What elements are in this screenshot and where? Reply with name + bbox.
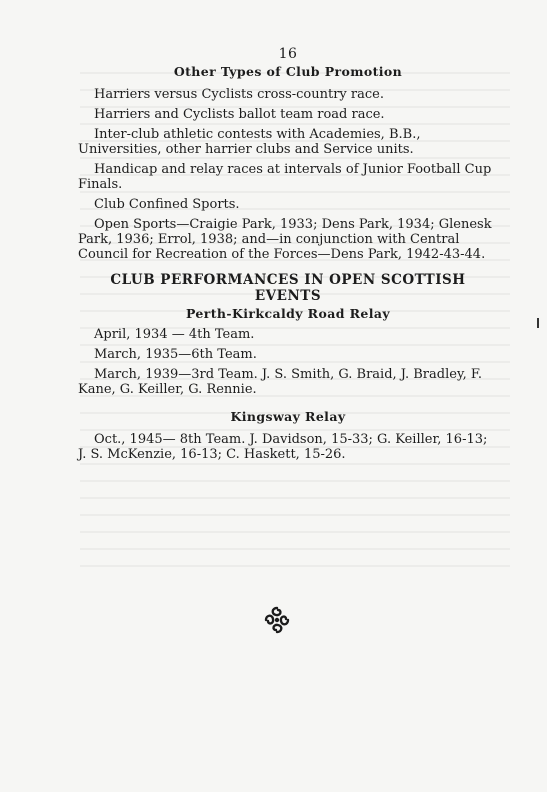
page-number: 16	[278, 46, 298, 62]
promotion-item: Inter-club athletic contests with Academies, B.B., Universities, other harrier clubs and Service units.	[78, 127, 421, 157]
promotion-heading: Other Types of Club Promotion	[173, 64, 403, 79]
performances-heading: CLUB PERFORMANCES IN OPEN SCOTTISH EVENTS	[110, 272, 466, 304]
promotion-item: Club Confined Sports.	[94, 197, 240, 212]
promotion-item: Handicap and relay races at intervals of Junior Football Cup Finals.	[78, 162, 492, 192]
perth-relay-heading: Perth-Kirkcaldy Road Relay	[185, 306, 391, 321]
perth-relay-result: March, 1939—3rd Team. J. S. Smith, G. Braid, J. Bradley, F. Kane, G. Keiller, G. Rennie.	[78, 367, 482, 397]
kingsway-relay-heading: Kingsway Relay	[230, 409, 346, 424]
kingsway-relay-result: Oct., 1945— 8th Team. J. Davidson, 15-33; G. Keiller, 16-13; J. S. McKenzie, 16-13; C. Haskett, 15-26.	[78, 432, 488, 462]
floral-ornament-icon	[262, 604, 292, 636]
perth-relay-result: March, 1935—6th Team.	[94, 347, 257, 362]
promotion-item: Harriers and Cyclists ballot team road race.	[94, 107, 385, 122]
promotion-item: Open Sports—Craigie Park, 1933; Dens Park, 1934; Glenesk Park, 1936; Errol, 1938; and—in conjunction with Central Council for Recreation of the Forces—Dens Park, 1942-43-44.	[78, 217, 492, 262]
perth-relay-result: April, 1934 — 4th Team.	[94, 327, 255, 342]
page-content	[78, 46, 498, 467]
margin-mark	[537, 318, 539, 328]
promotion-item: Harriers versus Cyclists cross-country race.	[94, 87, 384, 102]
